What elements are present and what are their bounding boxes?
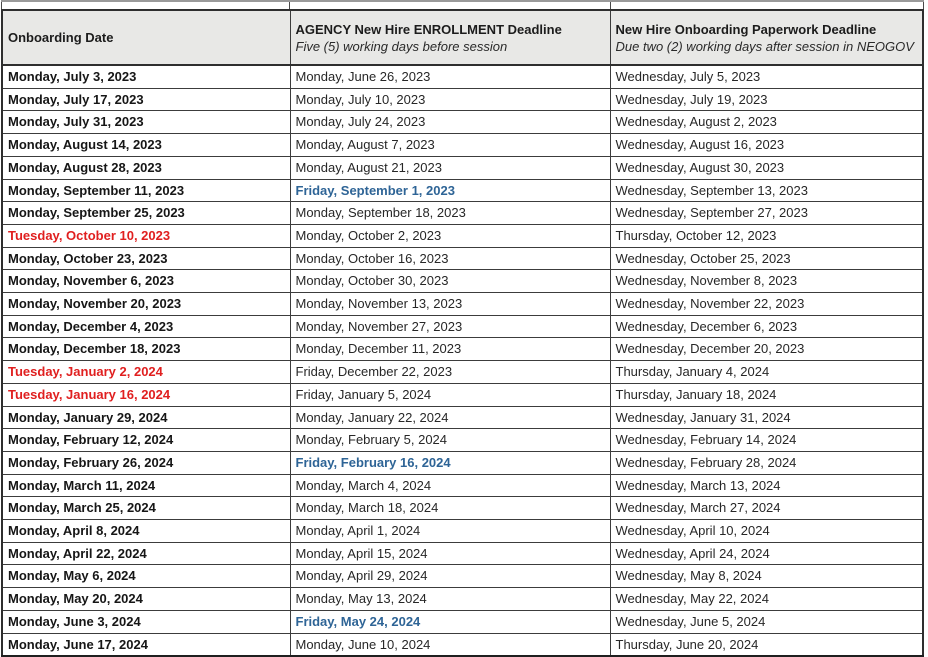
table-row: [2, 202, 923, 225]
enrollment-deadline-cell: Monday, March 4, 2024: [290, 474, 610, 497]
onboarding-date-cell: Monday, July 3, 2023: [2, 65, 290, 88]
onboarding-date-cell: Monday, September 11, 2023: [2, 179, 290, 202]
paperwork-deadline-cell: Wednesday, November 8, 2023: [610, 270, 923, 293]
paperwork-deadline-cell: Wednesday, May 8, 2024: [610, 565, 923, 588]
table-row: [2, 315, 923, 338]
onboarding-date-cell: Monday, December 4, 2023: [2, 315, 290, 338]
onboarding-date-cell: Monday, June 3, 2024: [2, 610, 290, 633]
enrollment-deadline-cell: Monday, July 10, 2023: [290, 88, 610, 111]
paperwork-deadline-cell: Wednesday, August 16, 2023: [610, 134, 923, 157]
paperwork-deadline-cell: Thursday, October 12, 2023: [610, 224, 923, 247]
onboarding-date-cell: Monday, March 25, 2024: [2, 497, 290, 520]
enrollment-deadline-cell: Monday, October 16, 2023: [290, 247, 610, 270]
enrollment-deadline-cell: Monday, June 26, 2023: [290, 65, 610, 88]
table-row: [2, 383, 923, 406]
enrollment-deadline-cell: Monday, August 7, 2023: [290, 134, 610, 157]
header-paperwork-deadline-subtitle: Due two (2) working days after session in NEOGOV: [615, 38, 914, 54]
enrollment-deadline-cell: Friday, January 5, 2024: [290, 383, 610, 406]
table-row: [2, 610, 923, 633]
paperwork-deadline-cell: Wednesday, December 20, 2023: [610, 338, 923, 361]
paperwork-deadline-cell: Wednesday, July 19, 2023: [610, 88, 923, 111]
paperwork-deadline-cell: Wednesday, April 10, 2024: [610, 520, 923, 543]
table-row: [2, 451, 923, 474]
enrollment-deadline-cell: Friday, May 24, 2024: [290, 610, 610, 633]
paperwork-deadline-cell: Thursday, January 18, 2024: [610, 383, 923, 406]
enrollment-deadline-cell: Monday, October 2, 2023: [290, 224, 610, 247]
remnant-border-col2: [289, 2, 290, 9]
onboarding-date-cell: Monday, May 20, 2024: [2, 588, 290, 611]
enrollment-deadline-cell: Monday, April 29, 2024: [290, 565, 610, 588]
paperwork-deadline-cell: Wednesday, February 28, 2024: [610, 451, 923, 474]
enrollment-deadline-cell: Monday, October 30, 2023: [290, 270, 610, 293]
table-row: [2, 65, 923, 88]
paperwork-deadline-cell: Wednesday, December 6, 2023: [610, 315, 923, 338]
onboarding-date-cell: Monday, October 23, 2023: [2, 247, 290, 270]
enrollment-deadline-cell: Monday, November 27, 2023: [290, 315, 610, 338]
table-row: [2, 406, 923, 429]
paperwork-deadline-cell: Wednesday, January 31, 2024: [610, 406, 923, 429]
table-row: [2, 179, 923, 202]
onboarding-date-cell: Monday, February 26, 2024: [2, 451, 290, 474]
remnant-border-right: [923, 2, 924, 9]
enrollment-deadline-cell: Monday, May 13, 2024: [290, 588, 610, 611]
onboarding-date-cell: Monday, January 29, 2024: [2, 406, 290, 429]
onboarding-date-cell: Tuesday, January 2, 2024: [2, 361, 290, 384]
table-row: [2, 293, 923, 316]
paperwork-deadline-cell: Wednesday, November 22, 2023: [610, 293, 923, 316]
table-row: [2, 88, 923, 111]
onboarding-date-cell: Monday, June 17, 2024: [2, 633, 290, 656]
onboarding-date-cell: Monday, March 11, 2024: [2, 474, 290, 497]
enrollment-deadline-cell: Monday, July 24, 2023: [290, 111, 610, 134]
onboarding-date-cell: Monday, August 14, 2023: [2, 134, 290, 157]
header-enrollment-deadline: [290, 10, 610, 65]
paperwork-deadline-cell: Wednesday, May 22, 2024: [610, 588, 923, 611]
paperwork-deadline-cell: Wednesday, June 5, 2024: [610, 610, 923, 633]
paperwork-deadline-cell: Wednesday, April 24, 2024: [610, 542, 923, 565]
header-onboarding-date-title: Onboarding Date: [8, 30, 114, 45]
table-header: [2, 10, 923, 65]
enrollment-deadline-cell: Monday, April 1, 2024: [290, 520, 610, 543]
header-row: [2, 10, 923, 65]
paperwork-deadline-cell: Wednesday, October 25, 2023: [610, 247, 923, 270]
enrollment-deadline-cell: Monday, November 13, 2023: [290, 293, 610, 316]
onboarding-date-cell: Monday, July 31, 2023: [2, 111, 290, 134]
onboarding-date-cell: Tuesday, October 10, 2023: [2, 224, 290, 247]
table-row: [2, 565, 923, 588]
onboarding-date-cell: Tuesday, January 16, 2024: [2, 383, 290, 406]
onboarding-schedule-table: [1, 9, 924, 657]
paperwork-deadline-cell: Thursday, January 4, 2024: [610, 361, 923, 384]
onboarding-date-cell: Monday, November 6, 2023: [2, 270, 290, 293]
table-row: [2, 633, 923, 656]
enrollment-deadline-cell: Monday, June 10, 2024: [290, 633, 610, 656]
enrollment-deadline-cell: Friday, September 1, 2023: [290, 179, 610, 202]
paperwork-deadline-cell: Wednesday, August 30, 2023: [610, 156, 923, 179]
onboarding-date-cell: Monday, September 25, 2023: [2, 202, 290, 225]
header-enrollment-deadline-subtitle: Five (5) working days before session: [295, 38, 508, 54]
onboarding-date-cell: Monday, February 12, 2024: [2, 429, 290, 452]
table-row: [2, 156, 923, 179]
table-row: [2, 338, 923, 361]
paperwork-deadline-cell: Wednesday, August 2, 2023: [610, 111, 923, 134]
table-row: [2, 520, 923, 543]
table-row: [2, 474, 923, 497]
enrollment-deadline-cell: Monday, September 18, 2023: [290, 202, 610, 225]
enrollment-deadline-cell: Friday, February 16, 2024: [290, 451, 610, 474]
paperwork-deadline-cell: Thursday, June 20, 2024: [610, 633, 923, 656]
table-row: [2, 247, 923, 270]
onboarding-date-cell: Monday, August 28, 2023: [2, 156, 290, 179]
enrollment-deadline-cell: Monday, February 5, 2024: [290, 429, 610, 452]
onboarding-date-cell: Monday, April 8, 2024: [2, 520, 290, 543]
onboarding-date-cell: Monday, December 18, 2023: [2, 338, 290, 361]
onboarding-date-cell: Monday, July 17, 2023: [2, 88, 290, 111]
paperwork-deadline-cell: Wednesday, February 14, 2024: [610, 429, 923, 452]
enrollment-deadline-cell: Monday, March 18, 2024: [290, 497, 610, 520]
header-enrollment-deadline-title: AGENCY New Hire ENROLLMENT Deadline: [295, 21, 562, 37]
table-row: [2, 542, 923, 565]
enrollment-deadline-cell: Monday, August 21, 2023: [290, 156, 610, 179]
table-row: [2, 134, 923, 157]
paperwork-deadline-cell: Wednesday, March 27, 2024: [610, 497, 923, 520]
table-row: [2, 588, 923, 611]
onboarding-date-cell: Monday, April 22, 2024: [2, 542, 290, 565]
header-onboarding-date: [2, 10, 290, 65]
remnant-border-col3: [610, 2, 611, 9]
table-body: [2, 65, 923, 656]
paperwork-deadline-cell: Wednesday, September 13, 2023: [610, 179, 923, 202]
table-row: [2, 429, 923, 452]
table-row: [2, 270, 923, 293]
onboarding-date-cell: Monday, May 6, 2024: [2, 565, 290, 588]
enrollment-deadline-cell: Monday, April 15, 2024: [290, 542, 610, 565]
paperwork-deadline-cell: Wednesday, March 13, 2024: [610, 474, 923, 497]
header-paperwork-deadline: [610, 10, 923, 65]
table-row: [2, 361, 923, 384]
table-row: [2, 111, 923, 134]
paperwork-deadline-cell: Wednesday, September 27, 2023: [610, 202, 923, 225]
enrollment-deadline-cell: Monday, December 11, 2023: [290, 338, 610, 361]
onboarding-date-cell: Monday, November 20, 2023: [2, 293, 290, 316]
remnant-border-left: [1, 2, 2, 9]
table-row: [2, 224, 923, 247]
paperwork-deadline-cell: Wednesday, July 5, 2023: [610, 65, 923, 88]
enrollment-deadline-cell: Monday, January 22, 2024: [290, 406, 610, 429]
cropped-row-remnant: [1, 0, 924, 9]
enrollment-deadline-cell: Friday, December 22, 2023: [290, 361, 610, 384]
table-row: [2, 497, 923, 520]
header-paperwork-deadline-title: New Hire Onboarding Paperwork Deadline: [615, 21, 877, 37]
